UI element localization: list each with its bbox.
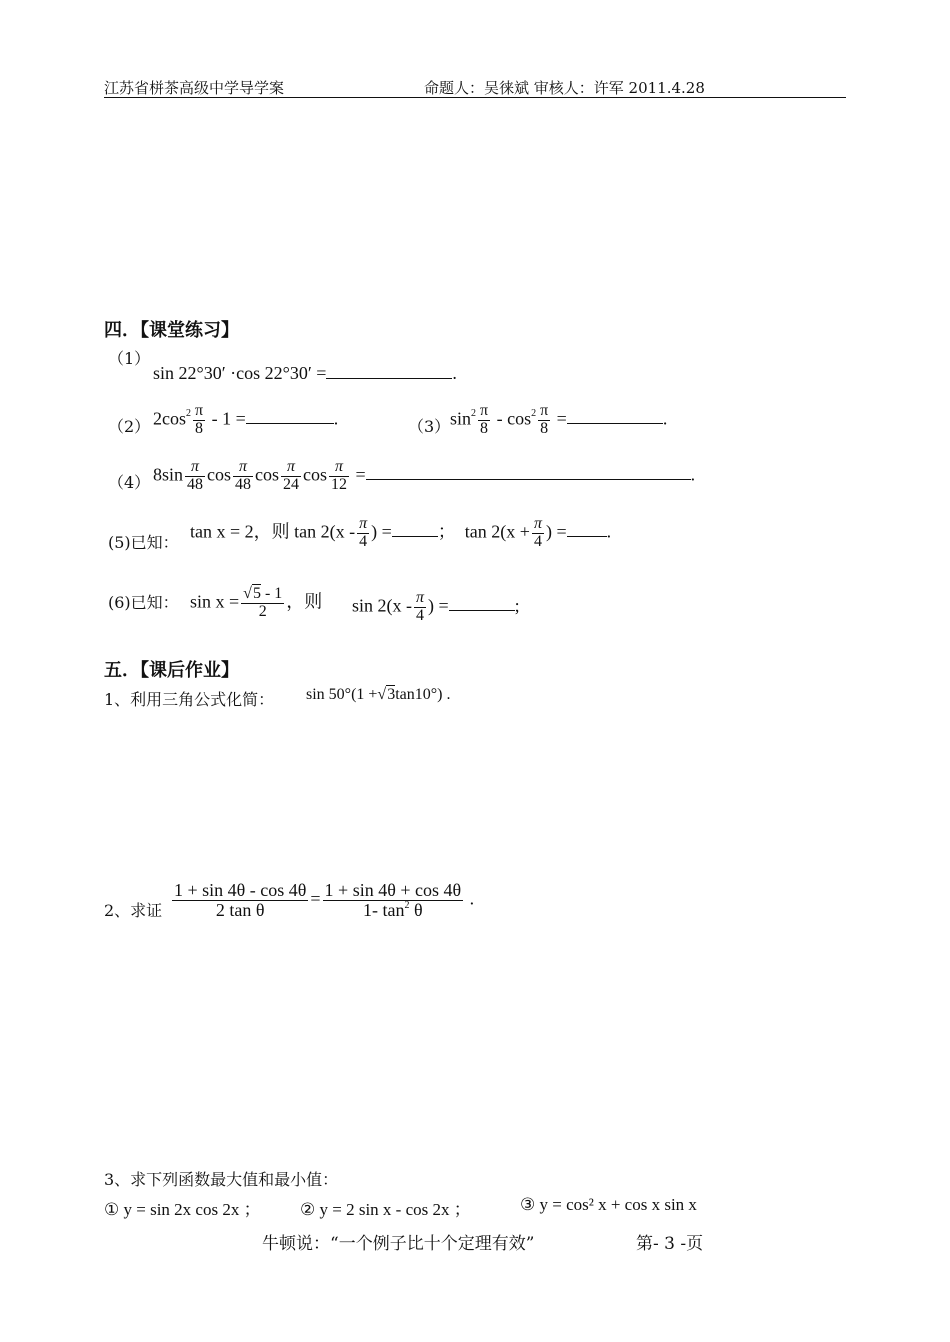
header-rule [104, 97, 846, 98]
hw3-item-2: ② y = 2 sin x - cos 2x ； [300, 1200, 471, 1219]
q2-expression [153, 403, 338, 438]
hw2-right-den-sup: 2 [404, 899, 410, 911]
q2-num: π [195, 402, 204, 419]
q6-end: ; [514, 595, 520, 616]
q3-num-1: π [480, 402, 489, 419]
q3-expression [450, 403, 667, 438]
q2-prefix: 2cos [153, 408, 186, 429]
hw3-item-3: ③ y = cos² x + cos x sin x [520, 1195, 697, 1214]
q4-cos-2: cos [255, 464, 280, 485]
q6-num-tail: - 1 [260, 585, 283, 602]
hw3-item-1: ① y = sin 2x cos 2x ； [104, 1200, 261, 1219]
q3-sin: sin [450, 408, 472, 429]
q6-expression [190, 586, 322, 621]
hw1-expr-a: sin 50°(1 + [306, 686, 378, 703]
hw1-expression: sin 50°(1 +√3tan10°) . [306, 686, 451, 703]
q6-num-b: π [416, 589, 425, 606]
q4-cos-1: cos [207, 464, 232, 485]
q4-den-1: 48 [187, 475, 204, 493]
q4-fraction-1 [185, 459, 205, 494]
q6-b-end: ) = [428, 595, 449, 616]
q3-fraction-2 [538, 403, 550, 438]
q5-den-b: 4 [532, 533, 544, 551]
q1-label: （1） [108, 349, 151, 368]
q3-den-1: 8 [478, 420, 490, 438]
q4-8sin: 8sin [153, 464, 184, 485]
q2-blank [246, 405, 334, 424]
q4-end: . [690, 464, 696, 485]
q5-blank-b [567, 518, 607, 537]
q4-num-1: π [191, 458, 200, 475]
q6-sqrt-root: 5 [252, 585, 261, 602]
q6-blank [449, 592, 515, 611]
hw1-sqrt: 3 [387, 686, 396, 703]
q4-blank [366, 461, 691, 480]
q5-fraction-a [357, 516, 369, 551]
hw2-left-den: 2 tan θ [172, 900, 308, 920]
q6-then: ，则 [286, 591, 323, 612]
q5-blank-a [392, 518, 438, 537]
q4-den-3: 24 [283, 475, 300, 493]
hw2-end: . [469, 888, 475, 909]
q2-minus: - 1 = [207, 408, 246, 429]
q5-num-b: π [533, 515, 542, 532]
q6-part-a: sin x = [190, 591, 240, 612]
hw2-left-fraction [172, 881, 308, 920]
q3-square-1: 2 [471, 408, 477, 420]
header-authors: 命题人：吴徕斌 审核人：许军 2011.4.28 [424, 79, 705, 97]
hw2-left-num: 1 + sin 4θ - cos 4θ [174, 880, 307, 900]
q5-part-a: tan x = 2，则 tan 2(x - [190, 521, 356, 542]
q4-num-4: π [335, 458, 344, 475]
q5-label: (5)已知： [108, 533, 179, 552]
q2-den: 8 [193, 420, 205, 438]
hw2-right-fraction [323, 881, 464, 920]
q1-blank [326, 360, 452, 379]
q2-fraction [193, 403, 205, 438]
q4-fraction-3 [281, 459, 301, 494]
q6-fraction-a [241, 586, 284, 621]
q5-end: . [606, 521, 612, 542]
q2-end: . [333, 408, 339, 429]
q4-eq: = [351, 464, 366, 485]
q1-expr: sin 22°30′ ·cos 22°30′ = [153, 363, 327, 383]
q3-den-2: 8 [538, 420, 550, 438]
section-5-title: 五．【课后作业】 [104, 660, 239, 681]
hw2-text: 2、求证 [104, 901, 163, 920]
q5-part-b: tan 2(x + [464, 521, 530, 542]
q3-blank [567, 405, 663, 424]
q4-num-3: π [287, 458, 296, 475]
footer-page-number: 第- 3 -页 [636, 1234, 704, 1254]
q4-fraction-4 [329, 459, 349, 494]
q2-label: （2） [108, 417, 151, 436]
hw2-eq: = [310, 888, 321, 909]
section-4-title: 四．【课堂练习】 [104, 320, 239, 341]
q3-num-2: π [540, 402, 549, 419]
q3-eq: = [552, 408, 567, 429]
hw2-right-den-tail: θ [409, 899, 423, 920]
hw1-text: 1、利用三角公式化简： [104, 690, 275, 709]
q6-label: (6)已知： [108, 593, 179, 612]
q3-square-2: 2 [531, 408, 537, 420]
q6-den-b: 4 [414, 607, 426, 625]
q4-den-2: 48 [235, 475, 252, 493]
q3-fraction-1 [478, 403, 490, 438]
hw2-right-den [323, 900, 464, 920]
q4-den-4: 12 [331, 475, 348, 493]
q3-minus: - cos [492, 408, 532, 429]
q2-square: 2 [186, 408, 191, 420]
q3-label: （3） [408, 417, 451, 436]
q5-a-end: ) = [371, 521, 392, 542]
q4-expression [153, 459, 695, 494]
q6-den-a: 2 [241, 603, 284, 621]
q1-end: . [452, 363, 457, 383]
q4-num-2: π [239, 458, 248, 475]
q5-sep: ； [437, 521, 456, 542]
q5-den-a: 4 [357, 533, 369, 551]
q6-fraction-b [414, 590, 426, 625]
q6-part-b: sin 2(x - [352, 595, 412, 616]
q5-num-a: π [359, 515, 368, 532]
q5-expression [190, 516, 611, 551]
q4-cos-3: cos [303, 464, 328, 485]
q4-label: （4） [108, 473, 151, 492]
q4-fraction-2 [233, 459, 253, 494]
hw2-expression [170, 881, 474, 920]
q6-num-a: √5 - 1 [243, 585, 283, 602]
hw1-expr-b: tan10°) . [395, 686, 451, 703]
hw3-text: 3、求下列函数最大值和最小值： [104, 1170, 339, 1189]
q5-fraction-b [532, 516, 544, 551]
q3-end: . [662, 408, 668, 429]
header-school: 江苏省栟茶高级中学导学案 [104, 79, 285, 97]
q6-expression-b [352, 590, 520, 625]
footer-quote: 牛顿说：“一个例子比十个定理有效” [262, 1234, 535, 1254]
hw2-right-num: 1 + sin 4θ + cos 4θ [324, 880, 462, 900]
hw2-right-den-text: 1- tan [363, 899, 405, 920]
q5-b-end: ) = [545, 521, 567, 542]
q1-expression [153, 360, 457, 384]
